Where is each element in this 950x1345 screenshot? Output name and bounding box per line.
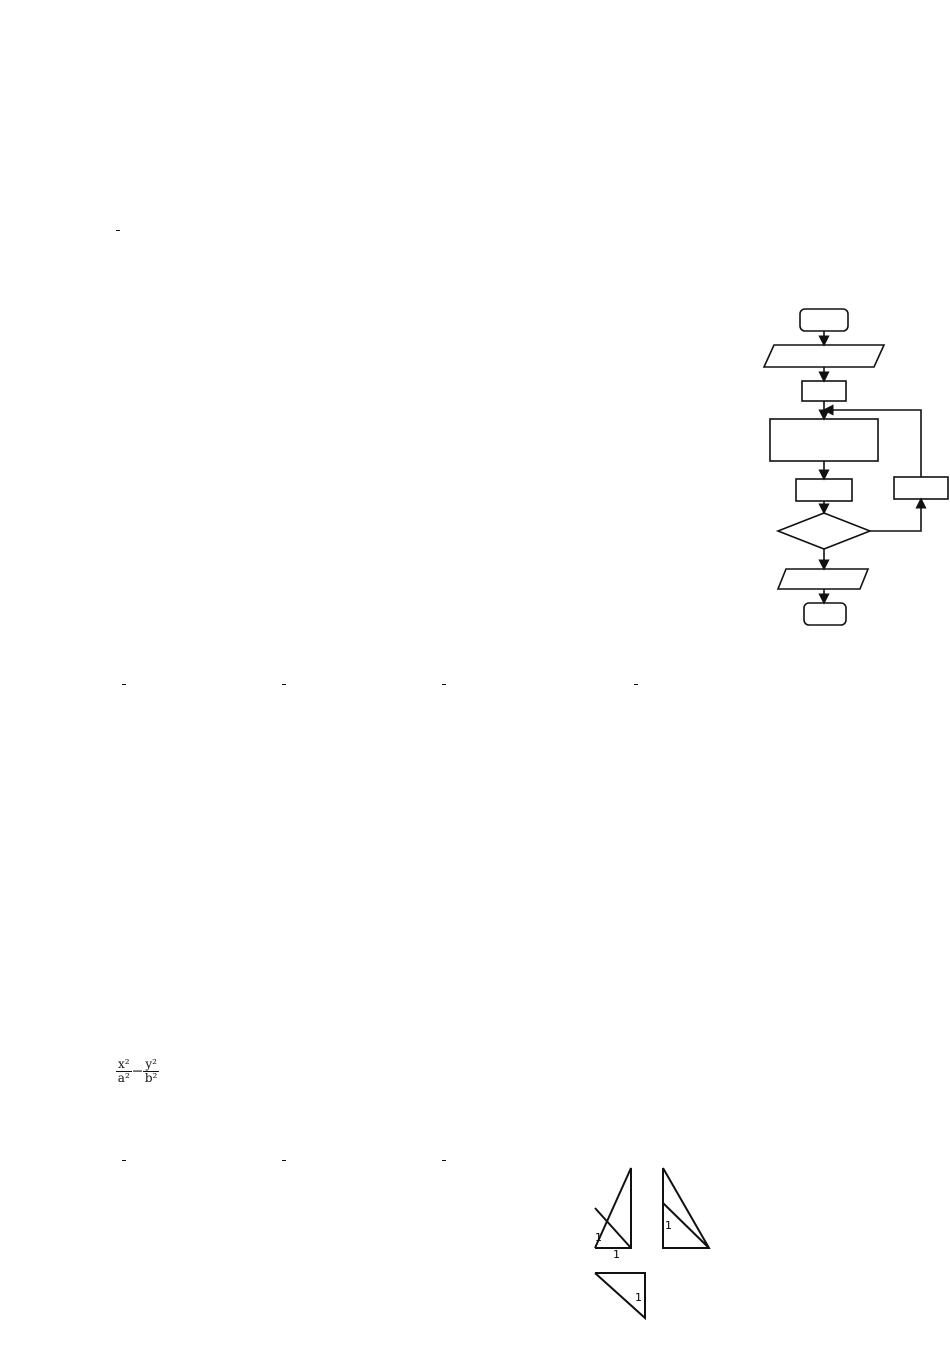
q1-stem — [116, 222, 120, 238]
front-view-height-label: 1 — [595, 1231, 602, 1244]
q4-option-d — [634, 676, 638, 692]
q4-option-b — [282, 676, 286, 692]
flowchart — [758, 305, 950, 635]
q6-stem: $\frac{\text{x²}}{\text{a²}}$ − $\frac{\text{y²}}{\text{b²}}$ — [117, 1057, 158, 1086]
q6-option-c — [442, 1152, 446, 1168]
q4-option-a — [122, 676, 126, 692]
side-view-height-label: 1 — [665, 1219, 672, 1232]
q1-fraction — [116, 230, 120, 231]
side-view — [663, 1168, 709, 1248]
front-view-width-label: 1 — [613, 1248, 620, 1261]
q6-option-b — [282, 1152, 286, 1168]
three-view-diagram — [585, 1163, 745, 1323]
q6-option-a — [122, 1152, 126, 1168]
top-view-height-label: 1 — [635, 1291, 642, 1304]
q4-option-c — [442, 676, 446, 692]
income-expense-chart — [490, 732, 810, 944]
